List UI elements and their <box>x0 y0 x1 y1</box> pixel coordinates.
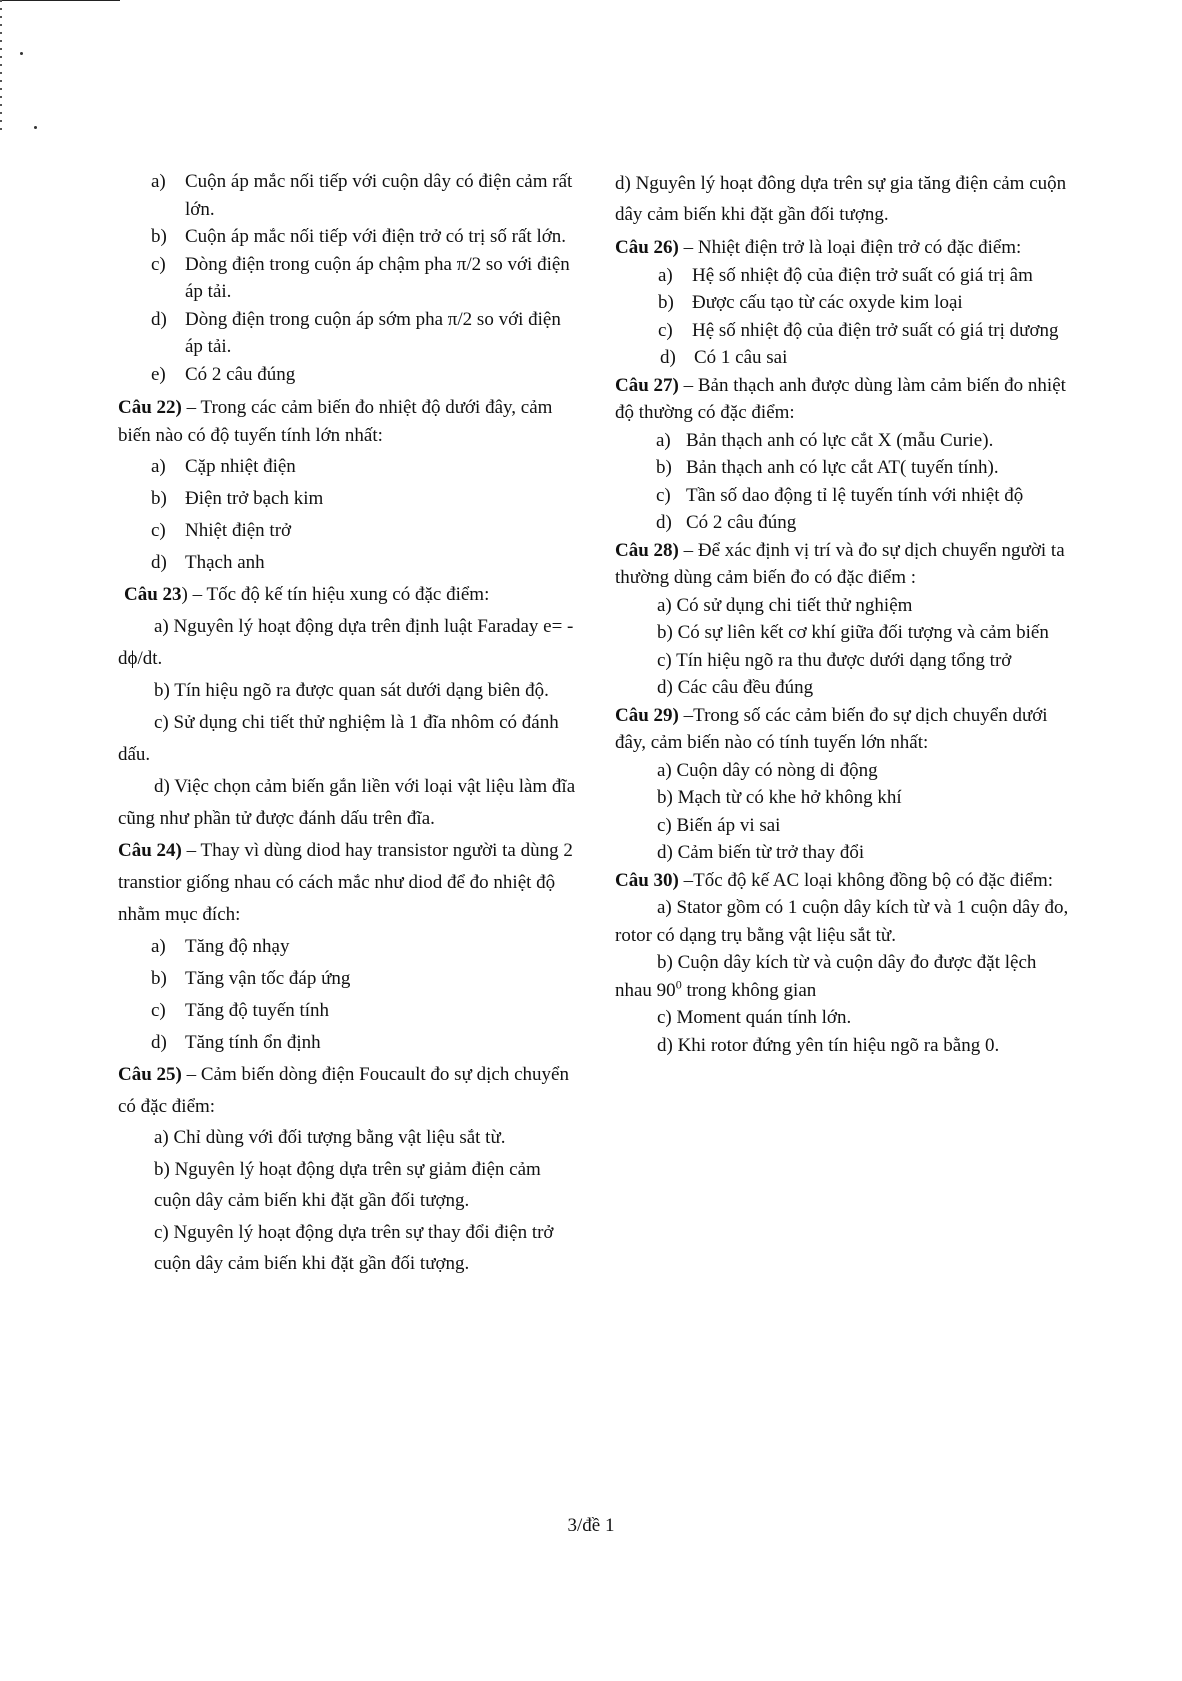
question-24: Câu 24) – Thay vì dùng diod hay transistor người ta dùng 2 transtior giống nhau có cách mắc như diod để đo nhiệt độ nhằm mục đích: <box>118 840 573 925</box>
question-30: Câu 30) –Tốc độ kế AC loại không đồng bộ có đặc điểm: <box>615 869 1054 891</box>
option: a) Tăng độ nhạy <box>151 936 290 957</box>
option: a) Cặp nhiệt điện <box>151 456 296 477</box>
option: c) Hệ số nhiệt độ của điện trở suất có giá trị dương <box>658 319 1059 341</box>
option: b) Điện trở bạch kim <box>151 488 324 509</box>
scan-edge-line <box>0 0 120 1</box>
option: a) Hệ số nhiệt độ của điện trở suất có giá trị âm <box>658 264 1033 286</box>
option: b) Cuộn áp mắc nối tiếp với điện trở có trị số rất lớn. <box>151 226 567 247</box>
q25-option-d: d) Nguyên lý hoạt đông dựa trên sự gia tăng điện cảm cuộn dây cảm biến khi đặt gần đối tượng. <box>615 173 1067 225</box>
option: b) Bản thạch anh có lực cắt AT( tuyến tính). <box>656 457 999 478</box>
option: d) Dòng điện trong cuộn áp sớm pha π/2 so với điện áp tải. <box>151 308 561 357</box>
question-25: Câu 25) – Cảm biến dòng điện Foucault đo sự dịch chuyển có đặc điểm: <box>118 1064 569 1117</box>
question-28: Câu 28) – Để xác định vị trí và đo sự dịch chuyển người ta thường dùng cảm biến đo có đặc điểm : <box>615 539 1065 588</box>
q22-options <box>118 451 580 579</box>
option: d) Thạch anh <box>151 552 265 573</box>
option: c) Nhiệt điện trở <box>151 520 292 541</box>
option: a) Có sử dụng chi tiết thử nghiệm <box>657 594 913 616</box>
option: c) Biến áp vi sai <box>657 814 781 836</box>
question-23: Câu 23) – Tốc độ kế tín hiệu xung có đặc điểm: <box>124 584 490 605</box>
page-number: 3/đề 1 <box>567 1515 615 1536</box>
option: c) Tần số dao động tỉ lệ tuyến tính với nhiệt độ <box>656 484 1024 506</box>
question-26: Câu 26) – Nhiệt điện trở là loại điện trở có đặc điểm: <box>615 237 1022 258</box>
option: d) Khi rotor đứng yên tín hiệu ngõ ra bằng 0. <box>657 1034 1000 1056</box>
option: a) Bản thạch anh có lực cắt X (mẫu Curie). <box>656 429 994 451</box>
option: b) Tín hiệu ngõ ra được quan sát dưới dạng biên độ. <box>154 680 549 701</box>
option: e) Có 2 câu đúng <box>151 363 296 385</box>
option: a) Chỉ dùng với đối tượng bằng vật liệu sắt từ. <box>154 1127 506 1148</box>
option: b) Mạch từ có khe hở không khí <box>657 787 902 808</box>
option: d) Có 1 câu sai <box>660 347 788 368</box>
option: a) Cuộn áp mắc nối tiếp với cuộn dây có điện cảm rất lớn. <box>151 171 573 220</box>
option: b) Tăng vận tốc đáp ứng <box>151 968 351 989</box>
option: b) Nguyên lý hoạt động dựa trên sự giảm điện cảm cuộn dây cảm biến khi đặt gần đối tượng. <box>154 1158 541 1211</box>
option: c) Sử dụng chi tiết thử nghiệm là 1 đĩa nhôm có đánh dấu. <box>118 712 559 765</box>
right-column <box>615 168 1070 1059</box>
question-22: Câu 22) – Trong các cảm biến đo nhiệt độ dưới đây, cảm biến nào có độ tuyến tính lớn nhất: <box>118 397 553 446</box>
q26-options <box>615 262 1070 372</box>
question-29: Câu 29) –Trong số các cảm biến đo sự dịch chuyển dưới đây, cảm biến nào có tính tuyến lớn nhất: <box>615 704 1048 753</box>
question-23-block <box>118 579 580 835</box>
option: b) Có sự liên kết cơ khí giữa đối tượng và cảm biến <box>657 622 1049 643</box>
q27-options <box>615 427 1070 537</box>
left-column <box>118 168 580 1280</box>
scan-speck <box>34 126 37 129</box>
option: b) Được cấu tạo từ các oxyde kim loại <box>658 292 963 313</box>
option: d) Cảm biến từ trở thay đổi <box>657 842 865 863</box>
option: c) Moment quán tính lớn. <box>657 1007 852 1028</box>
option: b) Cuộn dây kích từ và cuộn dây đo được đặt lệch nhau $90^0$ trong không gian <box>615 952 1037 1001</box>
q21-options <box>118 168 580 388</box>
option: d) Các câu đều đúng <box>657 677 814 698</box>
option: a) Stator gồm có 1 cuộn dây kích từ và 1 cuộn dây đo, rotor có dạng trụ bằng vật liệu sắt từ. <box>615 897 1069 946</box>
option: d) Việc chọn cảm biến gắn liền với loại vật liệu làm đĩa cũng như phần tử được đánh dấu trên đĩa. <box>118 776 576 829</box>
option: c) Nguyên lý hoạt động dựa trên sự thay đổi điện trở cuộn dây cảm biến khi đặt gần đối tượng. <box>154 1221 554 1274</box>
option: d) Tăng tính ổn định <box>151 1032 321 1053</box>
option: a) Cuộn dây có nòng di động <box>657 759 878 781</box>
option: c) Tăng độ tuyến tính <box>151 1000 330 1021</box>
question-25-block <box>118 1059 580 1280</box>
question-24-block <box>118 835 580 1059</box>
question-27: Câu 27) – Bản thạch anh được dùng làm cảm biến đo nhiệt độ thường có đặc điểm: <box>615 374 1066 423</box>
scan-edge-marks <box>0 0 2 130</box>
scan-speck <box>20 52 23 55</box>
option: c) Tín hiệu ngõ ra thu được dưới dạng tổng trở <box>657 649 1012 671</box>
option: a) Nguyên lý hoạt động dựa trên định luật Faraday e= -dϕ/dt. <box>118 616 574 669</box>
option: c) Dòng điện trong cuộn áp chậm pha π/2 so với điện áp tải. <box>151 253 570 302</box>
option: d) Có 2 câu đúng <box>656 512 797 533</box>
